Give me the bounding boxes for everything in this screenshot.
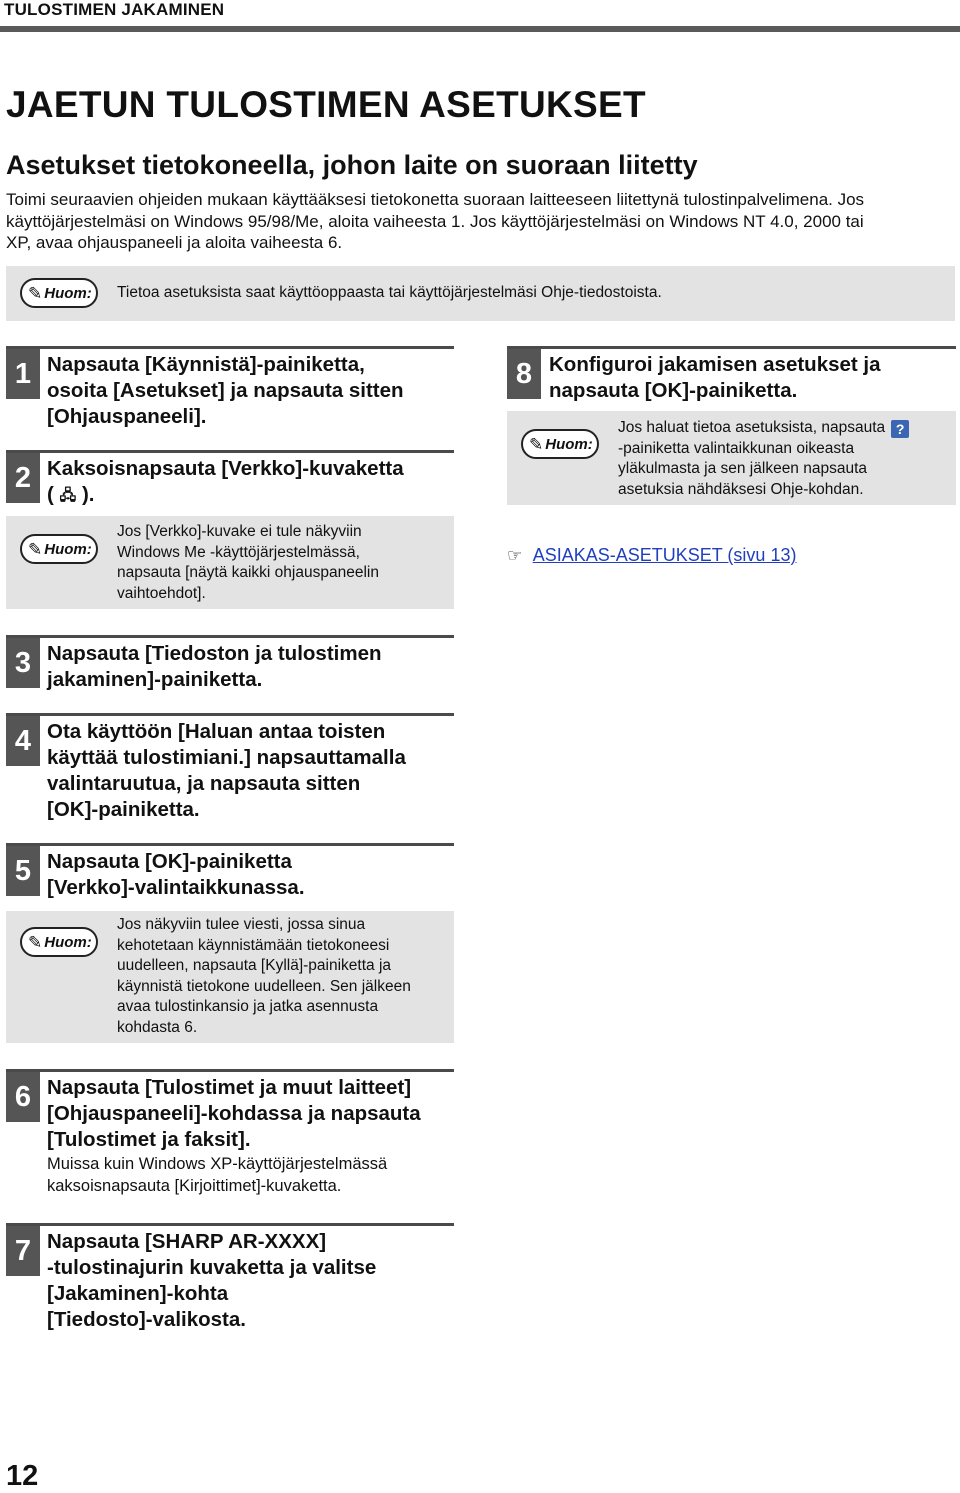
note-text: [117, 915, 411, 1039]
header-rule: [0, 26, 960, 32]
step-line: [Ohjauspaneeli]-kohdassa ja napsauta: [47, 1102, 421, 1125]
section-title: Asetukset tietokoneella, johon laite on suoraan liitetty: [6, 150, 698, 180]
note-line: avaa tulostinkansio ja jatka asennusta: [117, 998, 379, 1016]
step-divider: [6, 450, 454, 453]
note-label: Huom:: [545, 435, 593, 453]
note-line: kohdasta 6.: [117, 1018, 198, 1036]
help-question-icon: ?: [891, 420, 909, 438]
step-line: [Tulostimet ja faksit].: [47, 1128, 251, 1151]
step-4-text: [47, 719, 406, 823]
network-neighborhood-icon: 🖧: [59, 487, 77, 504]
pencil-icon: ✎: [529, 434, 544, 454]
note-line: uudelleen, napsauta [Kyllä]-painiketta ja: [117, 957, 392, 975]
step-line: [Ohjauspaneeli].: [47, 405, 207, 428]
note-box-step8: [507, 411, 956, 505]
note-line: [618, 418, 909, 439]
pencil-icon: ✎: [28, 283, 43, 303]
step-line: käyttää tulostimiani.] napsauttamalla: [47, 746, 406, 769]
step-line: jakaminen]-painiketta.: [47, 668, 263, 691]
intro-paragraph: [6, 189, 951, 254]
note-line: napsauta [näytä kaikki ohjauspaneelin: [117, 564, 379, 582]
step-number-1: 1: [6, 349, 40, 399]
note-line: käynnistä tietokone uudelleen. Sen jälkeen: [117, 977, 411, 995]
step-divider: [6, 635, 454, 638]
note-box-step5: [6, 911, 454, 1043]
step-6-text: [47, 1075, 421, 1197]
note-line: Jos [Verkko]-kuvake ei tule näkyviin: [117, 523, 362, 540]
step-line: napsauta [OK]-painiketta.: [549, 379, 798, 402]
step-line: Napsauta [OK]-painiketta: [47, 850, 292, 873]
step-line: Ota käyttöön [Haluan antaa toisten: [47, 720, 386, 743]
note-badge: [20, 927, 98, 957]
step-1-text: [47, 352, 404, 430]
note-badge: [521, 429, 599, 459]
intro-line: Toimi seuraavien ohjeiden mukaan käyttääksesi tietokonetta suoraan laitteeseen liitettynä tulostinpalvelimena. Jos: [6, 190, 865, 209]
step-line: valintaruutua, ja napsauta sitten: [47, 772, 361, 795]
step-divider: [507, 346, 956, 349]
step-line: [Verkko]-valintaikkunassa.: [47, 876, 305, 899]
reference-link[interactable]: ASIAKAS-ASETUKSET (sivu 13): [532, 545, 797, 565]
page-title: JAETUN TULOSTIMEN ASETUKSET: [6, 84, 646, 125]
step-number-5: 5: [6, 846, 40, 896]
step-divider: [6, 843, 454, 846]
step-divider: [6, 1223, 454, 1226]
pencil-icon: ✎: [28, 932, 43, 952]
step-subtext: Muissa kuin Windows XP-käyttöjärjestelmässä: [47, 1155, 388, 1173]
step-7-text: [47, 1229, 376, 1333]
step-line: osoita [Asetukset] ja napsauta sitten: [47, 379, 404, 402]
step-number-4: 4: [6, 716, 40, 766]
pencil-icon: ✎: [28, 539, 43, 559]
step-line: Kaksoisnapsauta [Verkko]-kuvaketta: [47, 457, 404, 480]
note-text: [618, 418, 909, 500]
intro-line: käyttöjärjestelmäsi on Windows 95/98/Me, aloita vaiheesta 1. Jos käyttöjärjestelmäsi on Windows NT 4.0, 2000 tai: [6, 211, 864, 231]
note-box-step2: [6, 516, 454, 609]
note-label: Huom:: [44, 933, 92, 951]
step-line: [Tiedosto]-valikosta.: [47, 1308, 246, 1331]
step-number-3: 3: [6, 638, 40, 688]
paren-close: ).: [81, 483, 95, 506]
step-line: [47, 482, 404, 509]
note-line-text: Jos haluat tietoa asetuksista, napsauta: [618, 419, 886, 436]
note-line: asetuksia nähdäksesi Ohje-kohdan.: [618, 480, 864, 498]
note-text: [117, 522, 379, 604]
note-badge: [20, 534, 98, 564]
step-3-text: [47, 641, 382, 693]
reference: [507, 545, 796, 566]
note-line: Windows Me -käyttöjärjestelmässä,: [117, 543, 360, 561]
note-line: vaihtoehdot].: [117, 584, 206, 602]
step-line: Konfiguroi jakamisen asetukset ja: [549, 353, 881, 376]
step-line: Napsauta [Tiedoston ja tulostimen: [47, 642, 382, 665]
step-5-text: [47, 849, 305, 901]
step-line: [OK]-painiketta.: [47, 798, 200, 821]
step-line: Napsauta [SHARP AR-XXXX]: [47, 1230, 327, 1253]
running-header: TULOSTIMEN JAKAMINEN: [4, 0, 225, 19]
paren-open: (: [47, 483, 54, 506]
step-divider: [6, 1069, 454, 1072]
note-badge: [20, 278, 98, 308]
note-line: -painiketta valintaikkunan oikeasta: [618, 439, 855, 457]
step-line: Napsauta [Käynnistä]-painiketta,: [47, 353, 365, 376]
note-line: Jos näkyviin tulee viesti, jossa sinua: [117, 916, 366, 933]
step-2-text: [47, 456, 404, 509]
page-number: 12: [6, 1460, 39, 1492]
note-box-top: [6, 266, 955, 321]
step-line: [Jakaminen]-kohta: [47, 1282, 229, 1305]
step-number-6: 6: [6, 1072, 40, 1122]
note-label: Huom:: [44, 284, 92, 302]
pointing-hand-icon: ☞: [507, 546, 523, 565]
step-number-2: 2: [6, 453, 40, 503]
step-divider: [6, 713, 454, 716]
step-line: -tulostinajurin kuvaketta ja valitse: [47, 1256, 377, 1279]
step-subtext: kaksoisnapsauta [Kirjoittimet]-kuvaketta.: [47, 1177, 342, 1195]
step-divider: [6, 346, 454, 349]
note-line: yläkulmasta ja sen jälkeen napsauta: [618, 460, 868, 478]
note-line: kehotetaan käynnistämään tietokoneesi: [117, 936, 390, 954]
step-number-8: 8: [507, 349, 541, 399]
step-number-7: 7: [6, 1226, 40, 1276]
step-line: Napsauta [Tulostimet ja muut laitteet]: [47, 1076, 412, 1099]
note-label: Huom:: [44, 540, 92, 558]
step-8-text: [549, 352, 881, 404]
intro-line: XP, avaa ohjauspaneeli ja aloita vaiheesta 6.: [6, 233, 343, 252]
note-text: Tietoa asetuksista saat käyttöoppaasta tai käyttöjärjestelmäsi Ohje-tiedostoista.: [117, 284, 662, 301]
